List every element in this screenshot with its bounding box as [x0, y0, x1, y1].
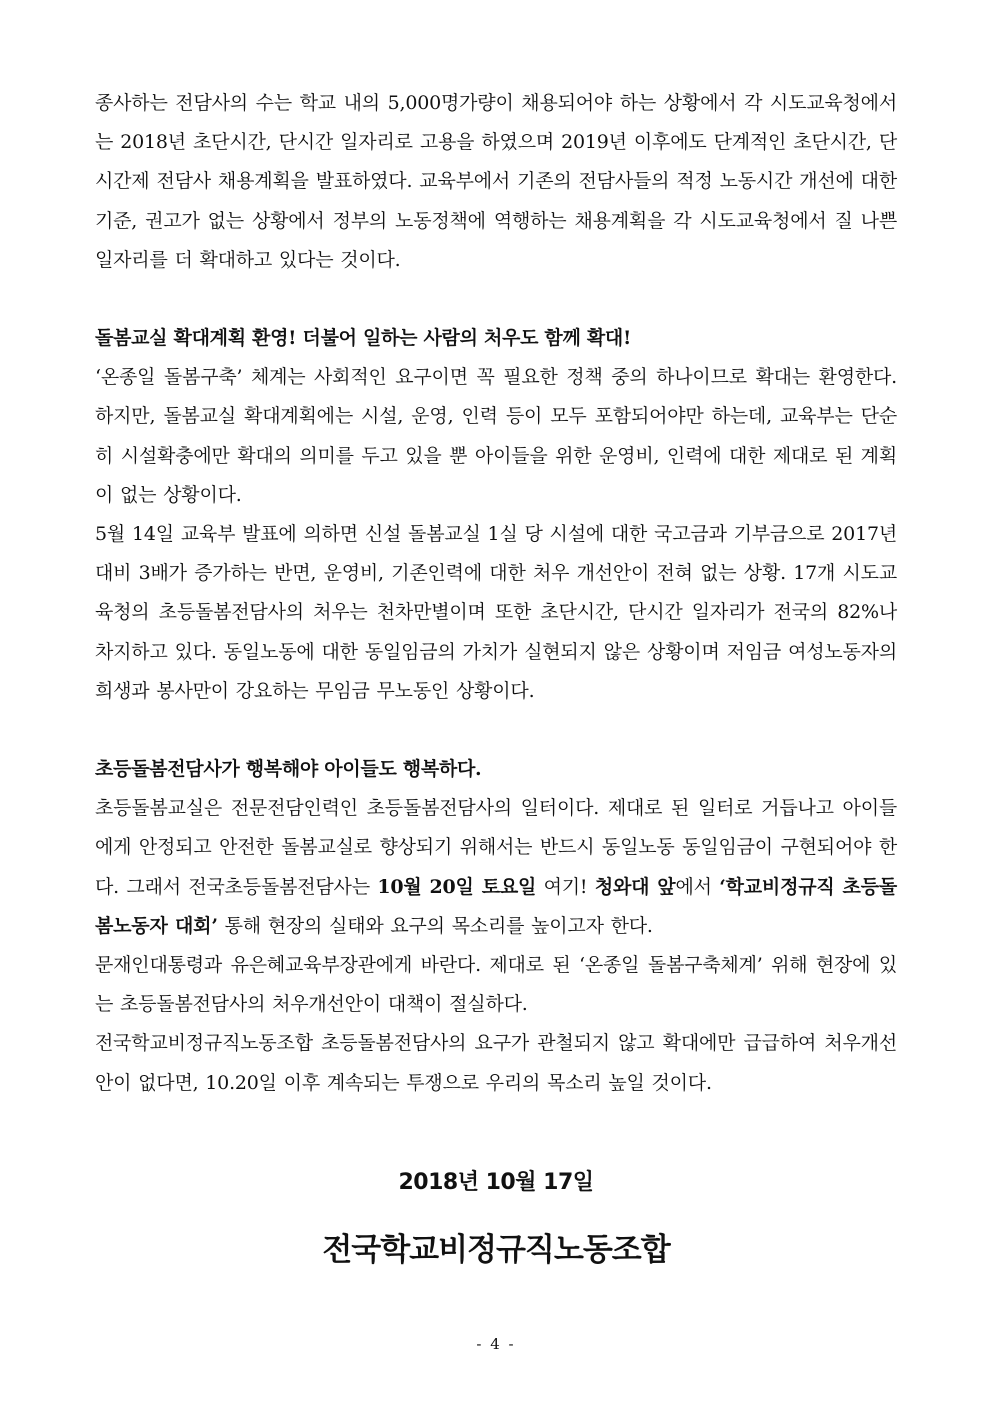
heading-happy-workers: 초등돌봄전담사가 행복해야 아이들도 행복하다.	[95, 758, 482, 781]
heading-care-expansion: 돌봄교실 확대계획 환영! 더불어 일하는 사람의 처우도 함께 확대!	[95, 327, 632, 350]
rally-name: ‘학교비정규직 초등돌봄노동자 대회’	[95, 875, 898, 937]
text-segment: 통해 현장의 실태와 요구의 목소리를 높이고자 한다.	[217, 914, 653, 937]
paragraph-staffing-plan: 종사하는 전담사의 수는 학교 내의 5,000명가량이 채용되어야 하는 상황에서 각 시도교육청에서는 2018년 초단시간, 단시간 일자리로 고용을 하였으며 2019년 이후에도 단계적인 초단시간, 단시간제 전담사 채용계획을 발표하였다. 교육부에서 기존의 전담사들의 적정 노동시간 개선에 대한 기준, 권고가 없는 상황에서 정부의 노동정책에 역행하는 채용계획을 각 시도교육청에서 질 나쁜 일자리를 더 확대하고 있다는 것이다.	[95, 92, 897, 271]
organization-name: 전국학교비정규직노동조합	[322, 1232, 670, 1268]
rally-location: 청와대 앞	[594, 875, 676, 898]
document-date: 2018년 10월 17일	[398, 1170, 594, 1195]
rally-date: 10월 20일 토요일	[377, 875, 537, 898]
text-segment: 에서	[675, 875, 720, 898]
paragraph-resolution: 전국학교비정규직노동조합 초등돌봄전담사의 요구가 관철되지 않고 확대에만 급급하여 처우개선안이 없다면, 10.20일 이후 계속되는 투쟁으로 우리의 목소리 높일 것이다.	[95, 1032, 897, 1094]
document-body	[95, 84, 897, 1103]
page-number: - 4 -	[476, 1335, 516, 1353]
paragraph-ministry-announcement: 5월 14일 교육부 발표에 의하면 신설 돌봄교실 1실 당 시설에 대한 국고금과 기부금으로 2017년 대비 3배가 증가하는 반면, 운영비, 기존인력에 대한 처우 개선안이 전혀 없는 상황. 17개 시도교육청의 초등돌봄전담사의 처우는 천차만별이며 또한 초단시간, 단시간 일자리가 전국의 82%나 차지하고 있다. 동일노동에 대한 동일임금의 가치가 실현되지 않은 상황이며 저임금 여성노동자의 희생과 봉사만이 강요하는 무임금 무노동인 상황이다.	[95, 523, 897, 702]
paragraph-appeal: 문재인대통령과 유은혜교육부장관에게 바란다. 제대로 된 ‘온종일 돌봄구축체계’ 위해 현장에 있는 초등돌봄전담사의 처우개선안이 대책이 절실하다.	[95, 954, 897, 1016]
paragraph-rally-announcement	[95, 789, 897, 946]
paragraph-all-day-care: ‘온종일 돌봄구축’ 체계는 사회적인 요구이면 꼭 필요한 정책 중의 하나이므로 확대는 환영한다. 하지만, 돌봄교실 확대계획에는 시설, 운영, 인력 등이 모두 포함되어야만 하는데, 교육부는 단순히 시설확충에만 확대의 의미를 두고 있을 뿐 아이들을 위한 운영비, 인력에 대한 제대로 된 계획이 없는 상황이다.	[95, 366, 897, 506]
text-segment: 초등돌봄교실은 전문전담인력인 초등돌봄전담사의 일터이다. 제대로 된 일터로 거듭나고 아이들에게 안정되고 안전한 돌봄교실로 향상되기 위해서는 반드시 동일노동 동일임금이 구현되어야 한다. 그래서 전국초등돌봄전담사는	[95, 797, 897, 898]
spacer	[95, 711, 897, 750]
spacer	[95, 280, 897, 319]
text-segment: 여기!	[536, 875, 595, 898]
